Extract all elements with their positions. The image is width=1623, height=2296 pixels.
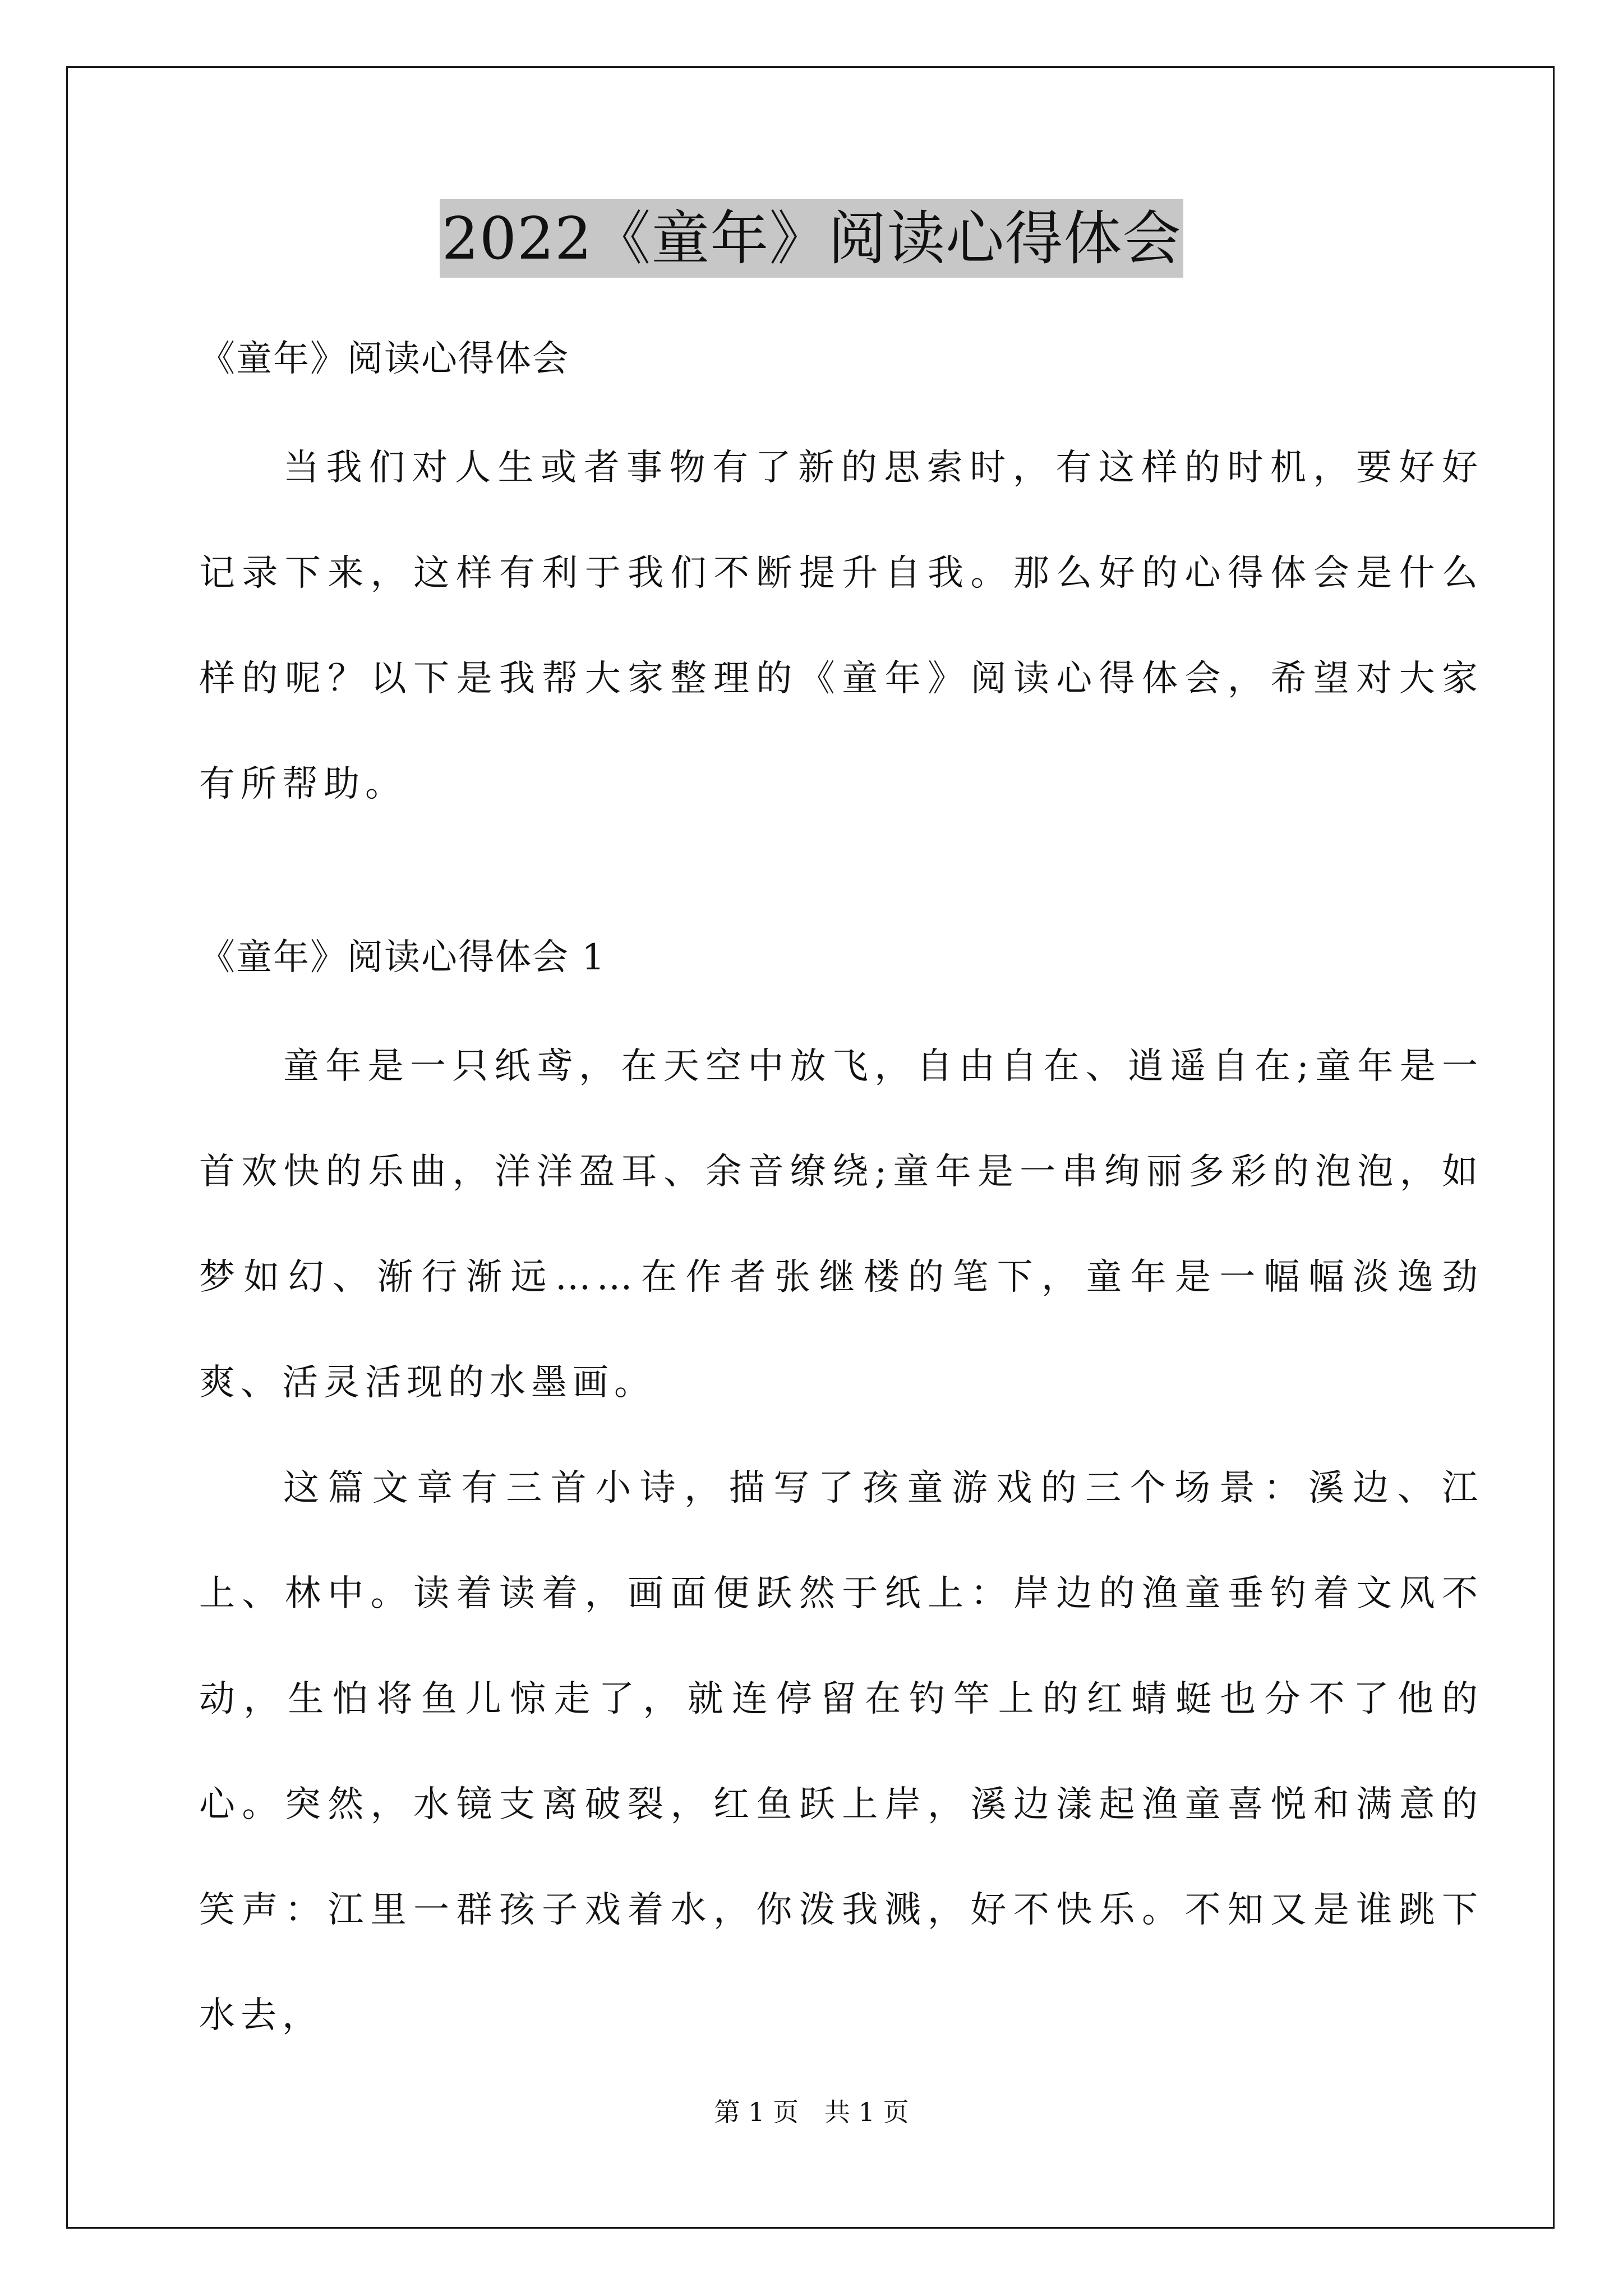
section1-paragraph-1: 童年是一只纸鸢，在天空中放飞，自由自在、逍遥自在;童年是一首欢快的乐曲，洋洋盈耳、余音缭绕;童年是一串绚丽多彩的泡泡，如梦如幻、渐行渐远……在作者张继楼的笔下，童年是一幅幅淡逸劲爽、活灵活现的水墨画。 [199, 1046, 1483, 1404]
spacer [199, 837, 1483, 935]
section1-heading: 《童年》阅读心得体会 1 [199, 937, 606, 978]
intro-heading: 《童年》阅读心得体会 [199, 338, 569, 380]
document-body [199, 337, 1483, 2068]
page-footer: 第 1 页 共 1 页 [714, 2097, 909, 2127]
spacer [199, 980, 1483, 1014]
section1-paragraph-2: 这篇文章有三首小诗，描写了孩童游戏的三个场景：溪边、江上、林中。读着读着，画面便跃然于纸上：岸边的渔童垂钓着文风不动，生怕将鱼儿惊走了，就连停留在钓竿上的红蜻蜓也分不了他的心。突然，水镜支离破裂，红鱼跃上岸，溪边漾起渔童喜悦和满意的笑声：江里一群孩子戏着水，你泼我溅，好不快乐。不知又是谁跳下水去， [199, 1467, 1483, 2036]
document-title: 2022《童年》阅读心得体会 [440, 199, 1184, 278]
intro-paragraph: 当我们对人生或者事物有了新的思索时，有这样的时机，要好好记录下来，这样有利于我们不断提升自我。那么好的心得体会是什么样的呢？以下是我帮大家整理的《童年》阅读心得体会，希望对大家有所帮助。 [199, 447, 1483, 805]
title-container [0, 199, 1623, 278]
spacer [199, 381, 1483, 415]
